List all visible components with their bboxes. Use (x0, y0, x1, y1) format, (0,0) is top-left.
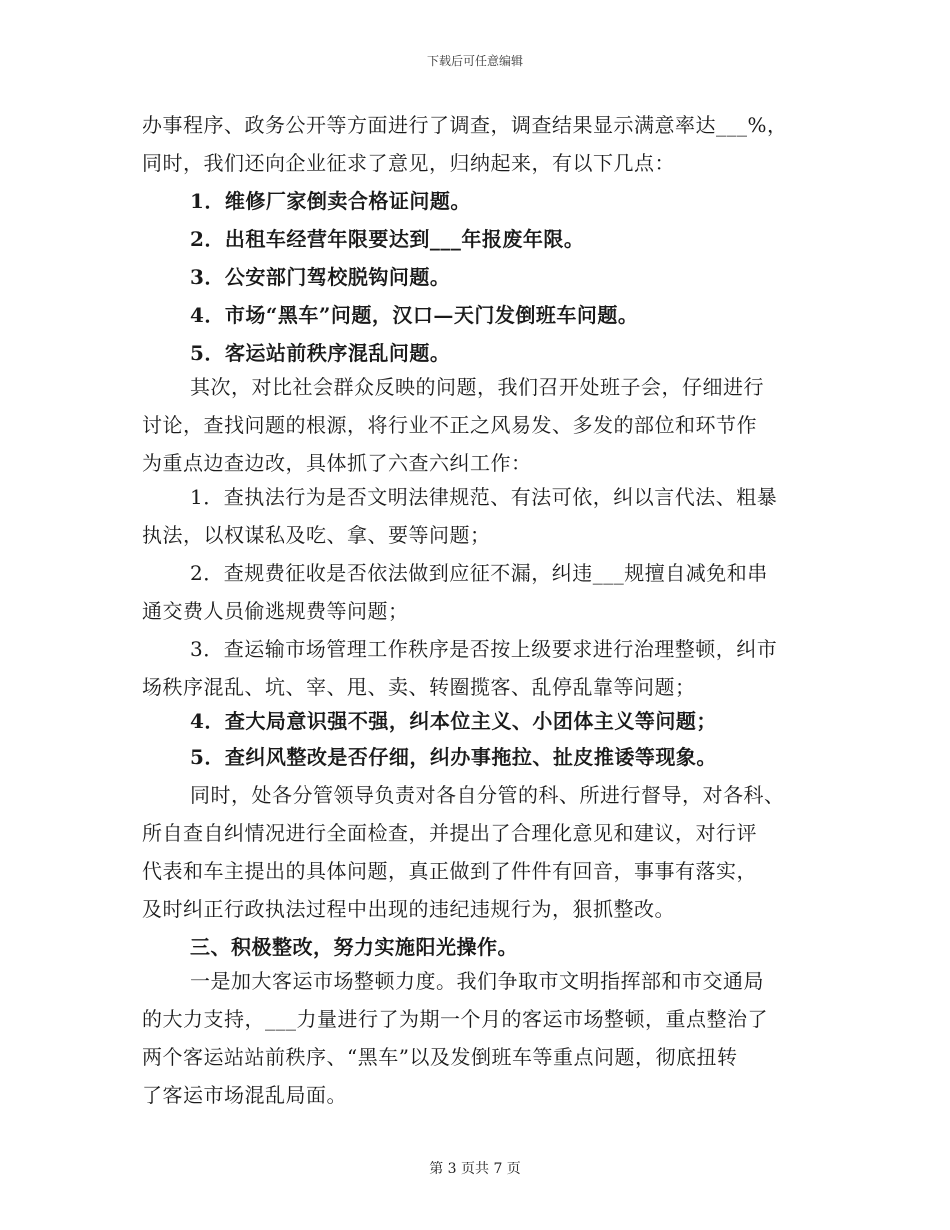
text-line: 执法，以权谋私及吃、拿、要等问题； (142, 523, 491, 547)
list-item: 1．维修厂家倒卖合格证问题。 (190, 189, 471, 213)
list-item: 1．查执法行为是否文明法律规范、有法可依，纠以言代法、粗暴 (190, 485, 778, 509)
text-line: 的大力支持，___力量进行了为期一个月的客运市场整顿，重点整治了 (142, 1007, 768, 1031)
list-item: 2．出租车经营年限要达到___年报废年限。 (190, 227, 585, 251)
text-line: 为重点边查边改，具体抓了六查六纠工作： (142, 451, 532, 475)
text-line: 了客运市场混乱局面。 (142, 1083, 347, 1107)
text-line: 同时，处各分管领导负责对各自分管的科、所进行督导，对各科、 (190, 783, 785, 807)
text-line: 一是加大客运市场整顿力度。我们争取市文明指挥部和市交通局 (190, 969, 764, 993)
text-line: 两个客运站站前秩序、“黑车”以及发倒班车等重点问题，彻底扭转 (142, 1045, 738, 1069)
text-line: 其次，对比社会群众反映的问题，我们召开处班子会，仔细进行 (190, 375, 764, 399)
text-line: 办事程序、政务公开等方面进行了调查，调查结果显示满意率达___%， (142, 113, 788, 137)
section-heading: 三、积极整改，努力实施阳光操作。 (190, 935, 518, 959)
list-item: 3．查运输市场管理工作秩序是否按上级要求进行治理整顿，纠市 (190, 637, 778, 661)
list-item: 4．查大局意识强不强，纠本位主义、小团体主义等问题； (190, 709, 717, 733)
text-line: 通交费人员偷逃规费等问题； (142, 599, 409, 623)
text-line: 场秩序混乱、坑、宰、甩、卖、转圈揽客、乱停乱靠等问题； (142, 675, 696, 699)
list-item: 4．市场“黑车”问题，汉口—天门发倒班车问题。 (190, 303, 639, 327)
list-item: 3．公安部门驾校脱钩问题。 (190, 265, 451, 289)
page-footer: 第 3 页共 7 页 (429, 1161, 521, 1177)
text-line: 同时，我们还向企业征求了意见，归纳起来，有以下几点： (142, 151, 675, 175)
text-line: 及时纠正行政执法过程中出现的违纪违规行为，狠抓整改。 (142, 897, 675, 921)
list-item: 5．客运站前秩序混乱问题。 (190, 341, 451, 365)
text-line: 所自查自纠情况进行全面检查，并提出了合理化意见和建议，对行评 (142, 821, 757, 845)
page-header: 下载后可任意编辑 (426, 54, 523, 68)
text-line: 讨论，查找问题的根源，将行业不正之风易发、多发的部位和环节作 (142, 413, 757, 437)
list-item: 2．查规费征收是否依法做到应征不漏，纠违___规擅自减免和串 (190, 561, 768, 585)
list-item: 5．查纠风整改是否仔细，纠办事拖拉、扯皮推诿等现象。 (190, 745, 717, 769)
text-line: 代表和车主提出的具体问题，真正做到了件件有回音，事事有落实， (142, 859, 757, 883)
